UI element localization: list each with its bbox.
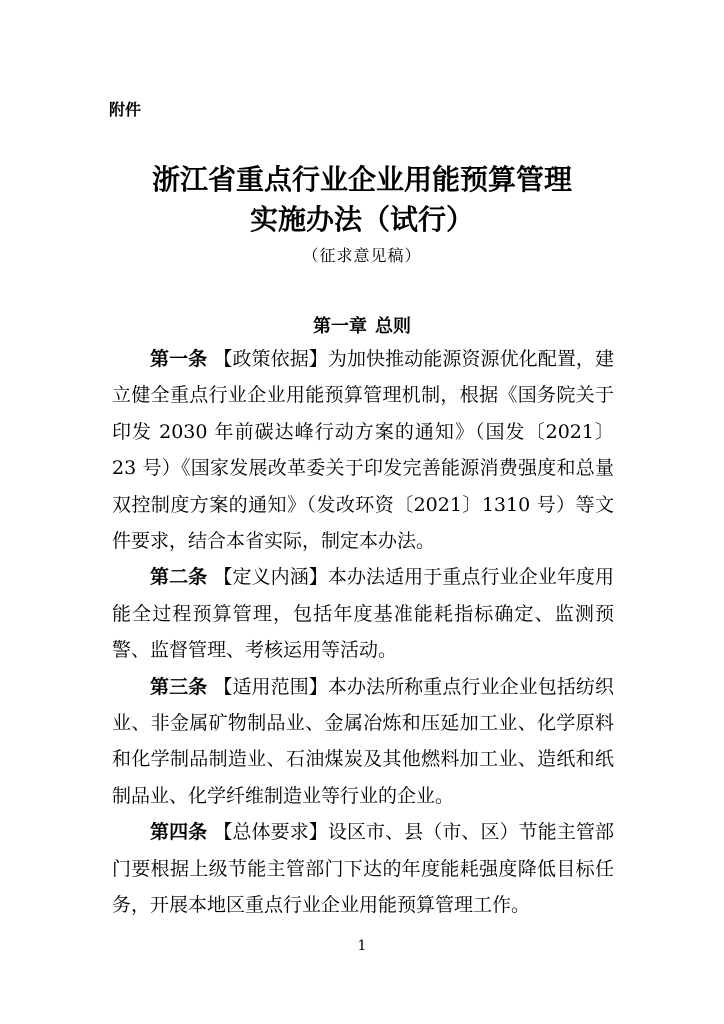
article-heading: 【总体要求】	[213, 821, 328, 844]
article-4	[112, 814, 614, 923]
document-title-line-1: 浙江省重点行业企业用能预算管理	[151, 163, 572, 196]
article-number: 第一条	[150, 348, 208, 370]
article-1	[112, 341, 614, 559]
chapter-heading	[0, 314, 724, 340]
document-title-line-2: 实施办法（试行）	[249, 203, 474, 236]
article-2	[112, 559, 614, 668]
document-subtitle: （征求意见稿）	[302, 246, 422, 265]
article-text: 本办法所称重点行业企业包括纺织业、非金属矿物制品业、金属冶炼和压延加工业、化学原料和化学制品制造业、石油煤炭及其他燃料加工业、造纸和纸制品业、化学纤维制造业等行业的企业。	[112, 675, 614, 807]
article-heading: 【定义内涵】	[213, 566, 328, 589]
article-text: 设区市、县（市、区）节能主管部门要根据上级节能主管部门下达的年度能耗强度降低目标任务，开展本地区重点行业企业用能预算管理工作。	[112, 821, 614, 917]
article-text: 本办法适用于重点行业企业年度用能全过程预算管理，包括年度基准能耗指标确定、监测预警、监督管理、考核运用等活动。	[112, 566, 614, 662]
document-body	[112, 341, 614, 924]
chapter-number: 第一章	[313, 316, 367, 337]
article-heading: 【政策依据】	[213, 348, 328, 370]
article-text: 为加快推动能源资源优化配置，建立健全重点行业企业用能预算管理机制，根据《国务院关于印发 2030 年前碳达峰行动方案的通知》（国发〔2021〕23 号）《国家发展改革委关于印发完善能源消费强度和总量双控制度方案的通知》（发改环资〔2021〕1310 号）等文件要求，结合本省实际，制定本办法。	[112, 348, 614, 553]
article-heading: 【适用范围】	[213, 675, 328, 698]
chapter-name: 总则	[375, 316, 411, 337]
article-number: 第三条	[150, 675, 208, 698]
attachment-label: 附件	[109, 100, 142, 119]
article-3	[112, 669, 614, 815]
page-number: 1	[357, 938, 367, 954]
article-number: 第二条	[150, 566, 208, 589]
article-number: 第四条	[150, 821, 208, 844]
